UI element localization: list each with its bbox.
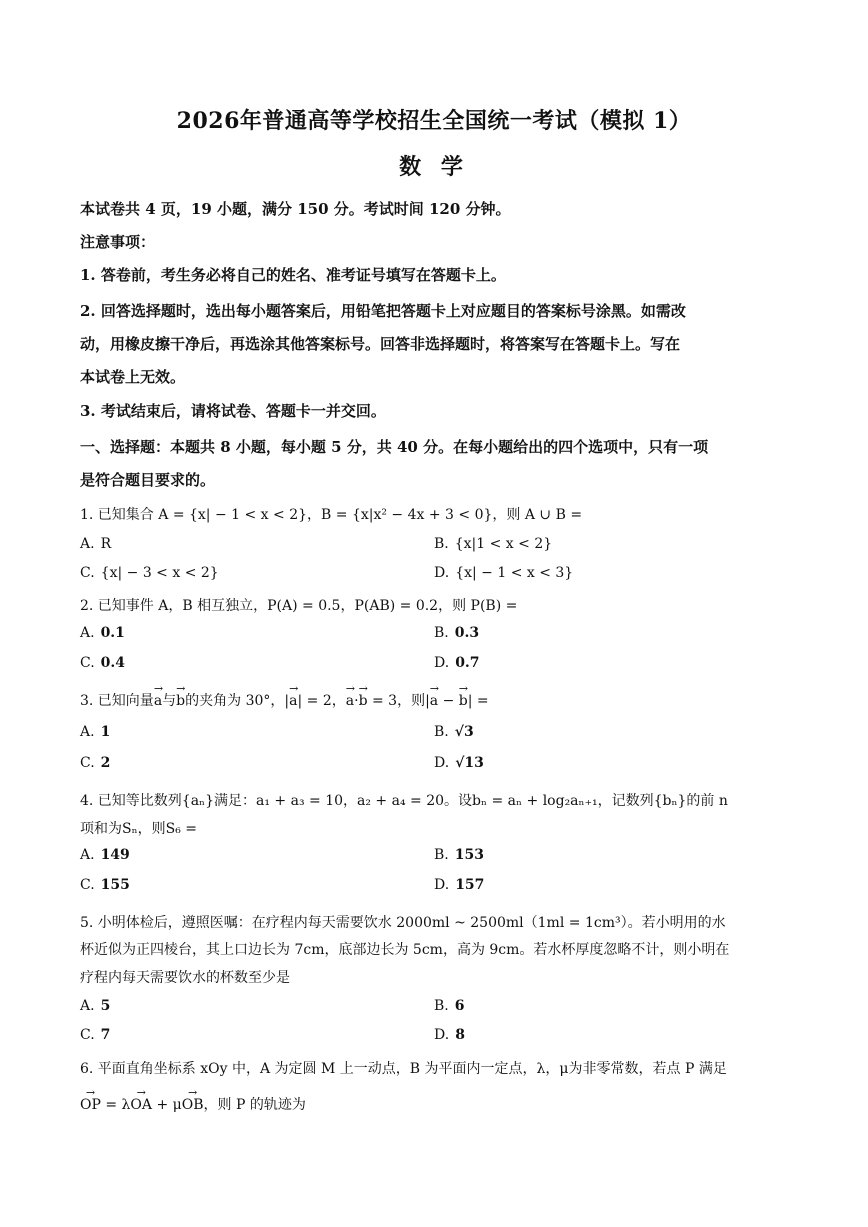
question-5-option-d[interactable] [434, 1027, 465, 1043]
option-value: 0.7 [455, 655, 480, 671]
stem-text: | = [467, 693, 489, 709]
question-4-option-a[interactable] [80, 847, 130, 863]
question-2-option-d[interactable] [434, 655, 480, 671]
option-letter: A. [80, 998, 95, 1014]
stem-text: ，则 P 的轨迹为 [203, 1097, 306, 1113]
vector-a: → a [430, 693, 438, 709]
stem-text: + μ [152, 1097, 182, 1113]
question-2-option-a[interactable] [80, 625, 125, 641]
section-heading-line-1: 一、选择题：本题共 8 小题，每小题 5 分，共 40 分。在每小题给出的四个选项中，只有一项 [80, 438, 709, 456]
option-value: R [100, 536, 112, 552]
question-3-option-c[interactable] [80, 755, 110, 771]
option-value: 149 [100, 847, 130, 863]
option-value: 6 [454, 998, 465, 1014]
question-1-option-a[interactable] [80, 536, 111, 552]
question-5-stem-line-2: 杯近似为正四棱台，其上口边长为 7cm，底部边长为 5cm，高为 9cm。若水杯厚度忽略不计，则小明在 [80, 942, 730, 958]
option-letter: C. [80, 755, 95, 771]
question-5-stem-line-3: 疗程内每天需要饮水的杯数至少是 [80, 970, 290, 986]
question-5-option-a[interactable] [80, 998, 110, 1014]
question-6-stem-line-1: 6. 平面直角坐标系 xOy 中，A 为定圆 M 上一动点，B 为平面内一定点，λ，μ为非零常数，若点 P 满足 [80, 1061, 727, 1077]
option-letter: D. [434, 565, 450, 581]
question-2-option-c[interactable] [80, 655, 125, 671]
stem-text: 3. 已知向量 [80, 693, 154, 709]
stem-text: = 3，则| [367, 693, 430, 709]
notice-item-2-line-1: 2. 回答选择题时，选出每小题答案后，用铅笔把答题卡上对应题目的答案标号涂黑。如需改 [80, 302, 686, 320]
option-value: √13 [455, 755, 484, 771]
question-3-option-b[interactable] [434, 724, 474, 740]
stem-text: | = 2， [297, 693, 346, 709]
stem-text: 的夹角为 30°，| [185, 693, 290, 709]
option-letter: C. [80, 655, 95, 671]
option-letter: A. [80, 847, 95, 863]
notice-item-2-line-2: 动，用橡皮擦干净后，再选涂其他答案标号。回答非选择题时，将答案写在答题卡上。写在 [80, 335, 681, 353]
option-value: {x|1 < x < 2} [454, 536, 553, 552]
option-value: 157 [455, 877, 485, 893]
option-value: 2 [100, 755, 111, 771]
option-letter: D. [434, 1027, 450, 1043]
option-letter: D. [434, 877, 450, 893]
question-5-option-b[interactable] [434, 998, 465, 1014]
vector-a: → a [289, 693, 297, 709]
option-value: 0.3 [454, 625, 480, 641]
notice-item-1: 1. 答卷前，考生务必将自己的姓名、准考证号填写在答题卡上。 [80, 266, 506, 284]
option-letter: C. [80, 565, 95, 581]
option-letter: D. [434, 655, 450, 671]
question-5-option-c[interactable] [80, 1027, 110, 1043]
question-2-stem: 2. 已知事件 A，B 相互独立，P(A) = 0.5，P(AB) = 0.2，则 P(B) = [80, 598, 518, 614]
option-value: 155 [100, 877, 130, 893]
question-4-option-c[interactable] [80, 877, 130, 893]
option-value: 0.4 [100, 655, 126, 671]
notice-heading: 注意事项： [80, 233, 156, 251]
question-2-option-b[interactable] [434, 625, 479, 641]
option-value: {x| − 1 < x < 3} [455, 565, 574, 581]
option-letter: B. [434, 536, 449, 552]
question-1-option-c[interactable] [80, 565, 219, 581]
option-value: √3 [454, 724, 474, 740]
notice-item-3: 3. 考试结束后，请将试卷、答题卡一并交回。 [80, 402, 386, 420]
question-4-stem-line-1: 4. 已知等比数列{aₙ}满足：a₁ + a₃ = 10，a₂ + a₄ = 20。设bₙ = aₙ + log₂aₙ₊₁，记数列{bₙ}的前 n [80, 793, 728, 809]
vector-ob: → OB [182, 1097, 204, 1113]
option-value: 0.1 [100, 625, 125, 641]
question-1-option-d[interactable] [434, 565, 573, 581]
question-4-option-d[interactable] [434, 877, 484, 893]
option-value: 153 [454, 847, 484, 863]
option-letter: B. [434, 724, 449, 740]
section-heading-line-2: 是符合题目要求的。 [80, 471, 216, 489]
option-letter: A. [80, 536, 95, 552]
question-3-option-a[interactable] [80, 724, 110, 740]
question-4-option-b[interactable] [434, 847, 484, 863]
option-letter: B. [434, 847, 449, 863]
option-value: 1 [100, 724, 111, 740]
minus-operator: − [438, 693, 459, 709]
question-3-option-d[interactable] [434, 755, 484, 771]
vector-b: → b [359, 693, 368, 709]
question-1-option-b[interactable] [434, 536, 552, 552]
question-5-stem-line-1: 5. 小明体检后，遵照医嘱：在疗程内每天需要饮水 2000ml ~ 2500ml（1ml = 1cm³）。若小明用的水 [80, 915, 726, 931]
subject-title: 数 学 [399, 154, 469, 180]
option-letter: C. [80, 877, 95, 893]
vector-b: → b [176, 693, 185, 709]
vector-op: → OP [80, 1097, 101, 1113]
exam-title: 2026年普通高等学校招生全国统一考试（模拟 1） [176, 108, 692, 134]
option-value: 8 [455, 1027, 465, 1043]
question-6-stem-line-2 [80, 1094, 790, 1114]
option-letter: A. [80, 724, 95, 740]
option-letter: B. [434, 998, 449, 1014]
option-letter: D. [434, 755, 450, 771]
option-letter: A. [80, 625, 95, 641]
stem-text: 与 [162, 693, 177, 709]
option-value: 7 [100, 1027, 111, 1043]
vector-b: → b [459, 693, 468, 709]
stem-text: = λ [100, 1097, 131, 1113]
notice-item-2-line-3: 本试卷上无效。 [80, 368, 186, 386]
vector-a: → a [346, 693, 354, 709]
option-value: {x| − 3 < x < 2} [100, 565, 219, 581]
question-4-stem-line-2: 项和为Sₙ，则S₆ = [80, 821, 198, 837]
exam-summary: 本试卷共 4 页，19 小题，满分 150 分。考试时间 120 分钟。 [80, 200, 511, 218]
vector-a: → a [154, 693, 162, 709]
option-letter: B. [434, 625, 449, 641]
option-letter: C. [80, 1027, 95, 1043]
dot-operator: · [354, 693, 359, 709]
question-1-stem: 1. 已知集合 A = {x| − 1 < x < 2}，B = {x|x² − 4x + 3 < 0}，则 A ∪ B = [80, 507, 583, 523]
vector-oa: → OA [130, 1097, 152, 1113]
option-value: 5 [100, 998, 111, 1014]
question-3-stem [80, 690, 790, 710]
